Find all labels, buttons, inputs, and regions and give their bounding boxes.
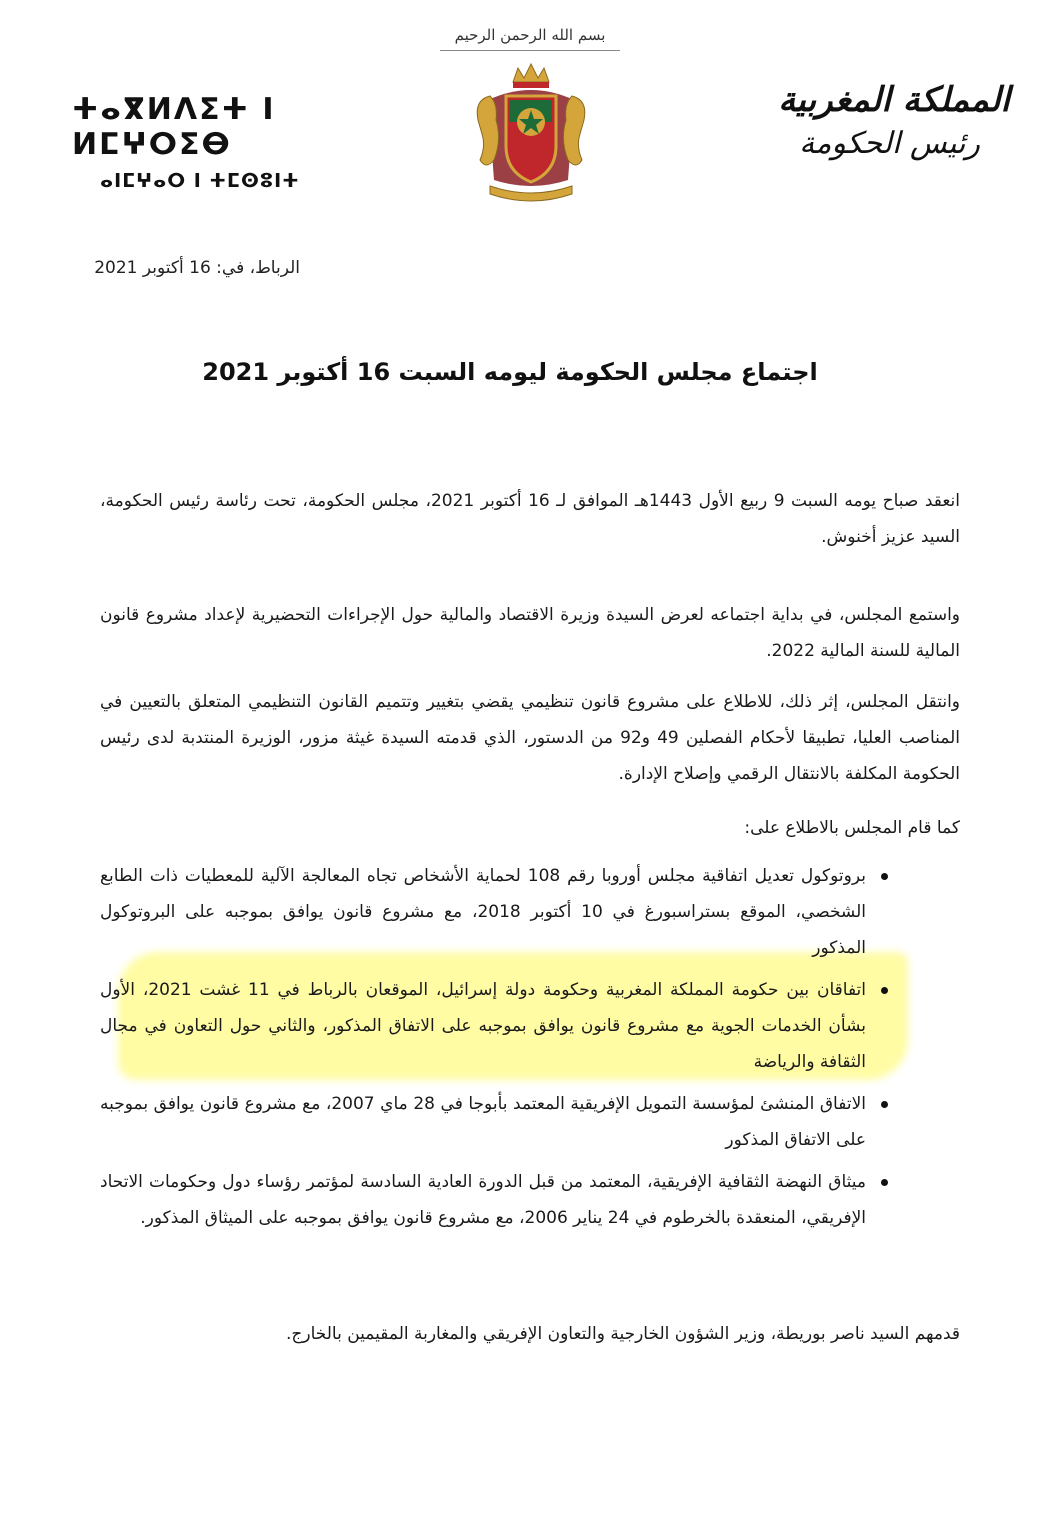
paragraph-text: انعقد صباح يومه السبت 9 ربيع الأول 1443هـ الموافق لـ 16 أكتوبر 2021، مجلس الحكومة، تحت رئاسة رئيس الحكومة، السيد عزيز أخنوش. [100,491,961,547]
paragraph-text: وانتقل المجلس، إثر ذلك، للاطلاع على مشروع قانون تنظيمي يقضي بتغيير وتتميم القانون التنظيمي المتعلق بالتعيين في المناصب العليا، تطبيقا لأحكام الفصلين 49 و92 من الدستور، الذي قدمته السيدة غيثة مزور، الوزيرة المنتدبة لدى رئيس الحكومة المكلفة بالانتقال الرقمي وإصلاح الإدارة. [100,692,960,784]
bullet-icon [881,1179,888,1186]
tifinagh-kingdom: ⵜⴰⴳⵍⴷⵉⵜ ⵏ ⵍⵎⵖⵔⵉⴱ [72,92,276,162]
bullet-icon [881,987,888,994]
head-of-government-title: رئيس الحكومة [799,126,980,161]
paragraph-finance-minister [100,597,960,669]
tifinagh-head-of-government: ⴰⵏⵎⵖⴰⵔ ⵏ ⵜⵎⵙⵓⵏⵜ [100,170,300,192]
paragraph-list-intro [100,810,960,846]
list-item [100,972,900,1080]
coat-of-arms-icon [468,60,594,202]
paragraph-organic-law [100,684,960,792]
list-item [100,1086,900,1158]
paragraph-text: قدمهم السيد ناصر بوريطة، وزير الشؤون الخارجية والتعاون الإفريقي والمغاربة المقيمين بالخارج. [286,1324,960,1344]
list-item-text: بروتوكول تعديل اتفاقية مجلس أوروبا رقم 108 لحماية الأشخاص تجاه المعالجة الآلية للمعطيات ذات الطابع الشخصي، الموقع بستراسبورغ في 10 أكتوبر 2018، مع مشروع قانون يوافق بموجبه على البروتوكول المذكور [100,866,866,958]
list-item-text: الاتفاق المنشئ لمؤسسة التمويل الإفريقية المعتمد بأبوجا في 28 ماي 2007، مع مشروع قانون يوافق بموجبه على الاتفاق المذكور [100,1094,866,1150]
document-title: اجتماع مجلس الحكومة ليومه السبت 16 أكتوبر 2021 [202,358,818,386]
bullet-icon [881,873,888,880]
paragraph-session-opening [100,483,960,555]
agreements-list [100,858,900,1242]
paragraph-presenter [100,1316,960,1352]
list-item-text: ميثاق النهضة الثقافية الإفريقية، المعتمد من قبل الدورة العادية السادسة لمؤتمر رؤساء دول وحكومات الاتحاد الإفريقي، المنعقدة بالخرطوم في 24 يناير 2006، مع مشروع قانون يوافق بموجبه على الميثاق المذكور. [100,1172,866,1228]
list-item [100,1164,900,1236]
paragraph-text: كما قام المجلس بالاطلاع على: [744,818,960,838]
kingdom-header [770,80,1010,161]
paragraph-text: واستمع المجلس، في بداية اجتماعه لعرض السيدة وزيرة الاقتصاد والمالية حول الإجراءات التحضيرية لإعداد مشروع قانون المالية للسنة المالية 2022. [100,605,960,661]
list-item-text: اتفاقان بين حكومة المملكة المغربية وحكومة دولة إسرائيل، الموقعان بالرباط في 11 غشت 2021، الأول بشأن الخدمات الجوية مع مشروع قانون يوافق بموجبه على الاتفاق المذكور، والثاني حول التعاون في مجال الثقافة والرياضة [100,980,866,1072]
kingdom-of-morocco-title: المملكة المغربية [778,80,1010,120]
bullet-icon [881,1101,888,1108]
basmala-text: بسم الله الرحمن الرحيم [454,26,606,44]
tifinagh-header [72,92,302,192]
basmala-underline [440,50,620,51]
list-item [100,858,900,966]
document-date: الرباط، في: 16 أكتوبر 2021 [94,258,300,278]
